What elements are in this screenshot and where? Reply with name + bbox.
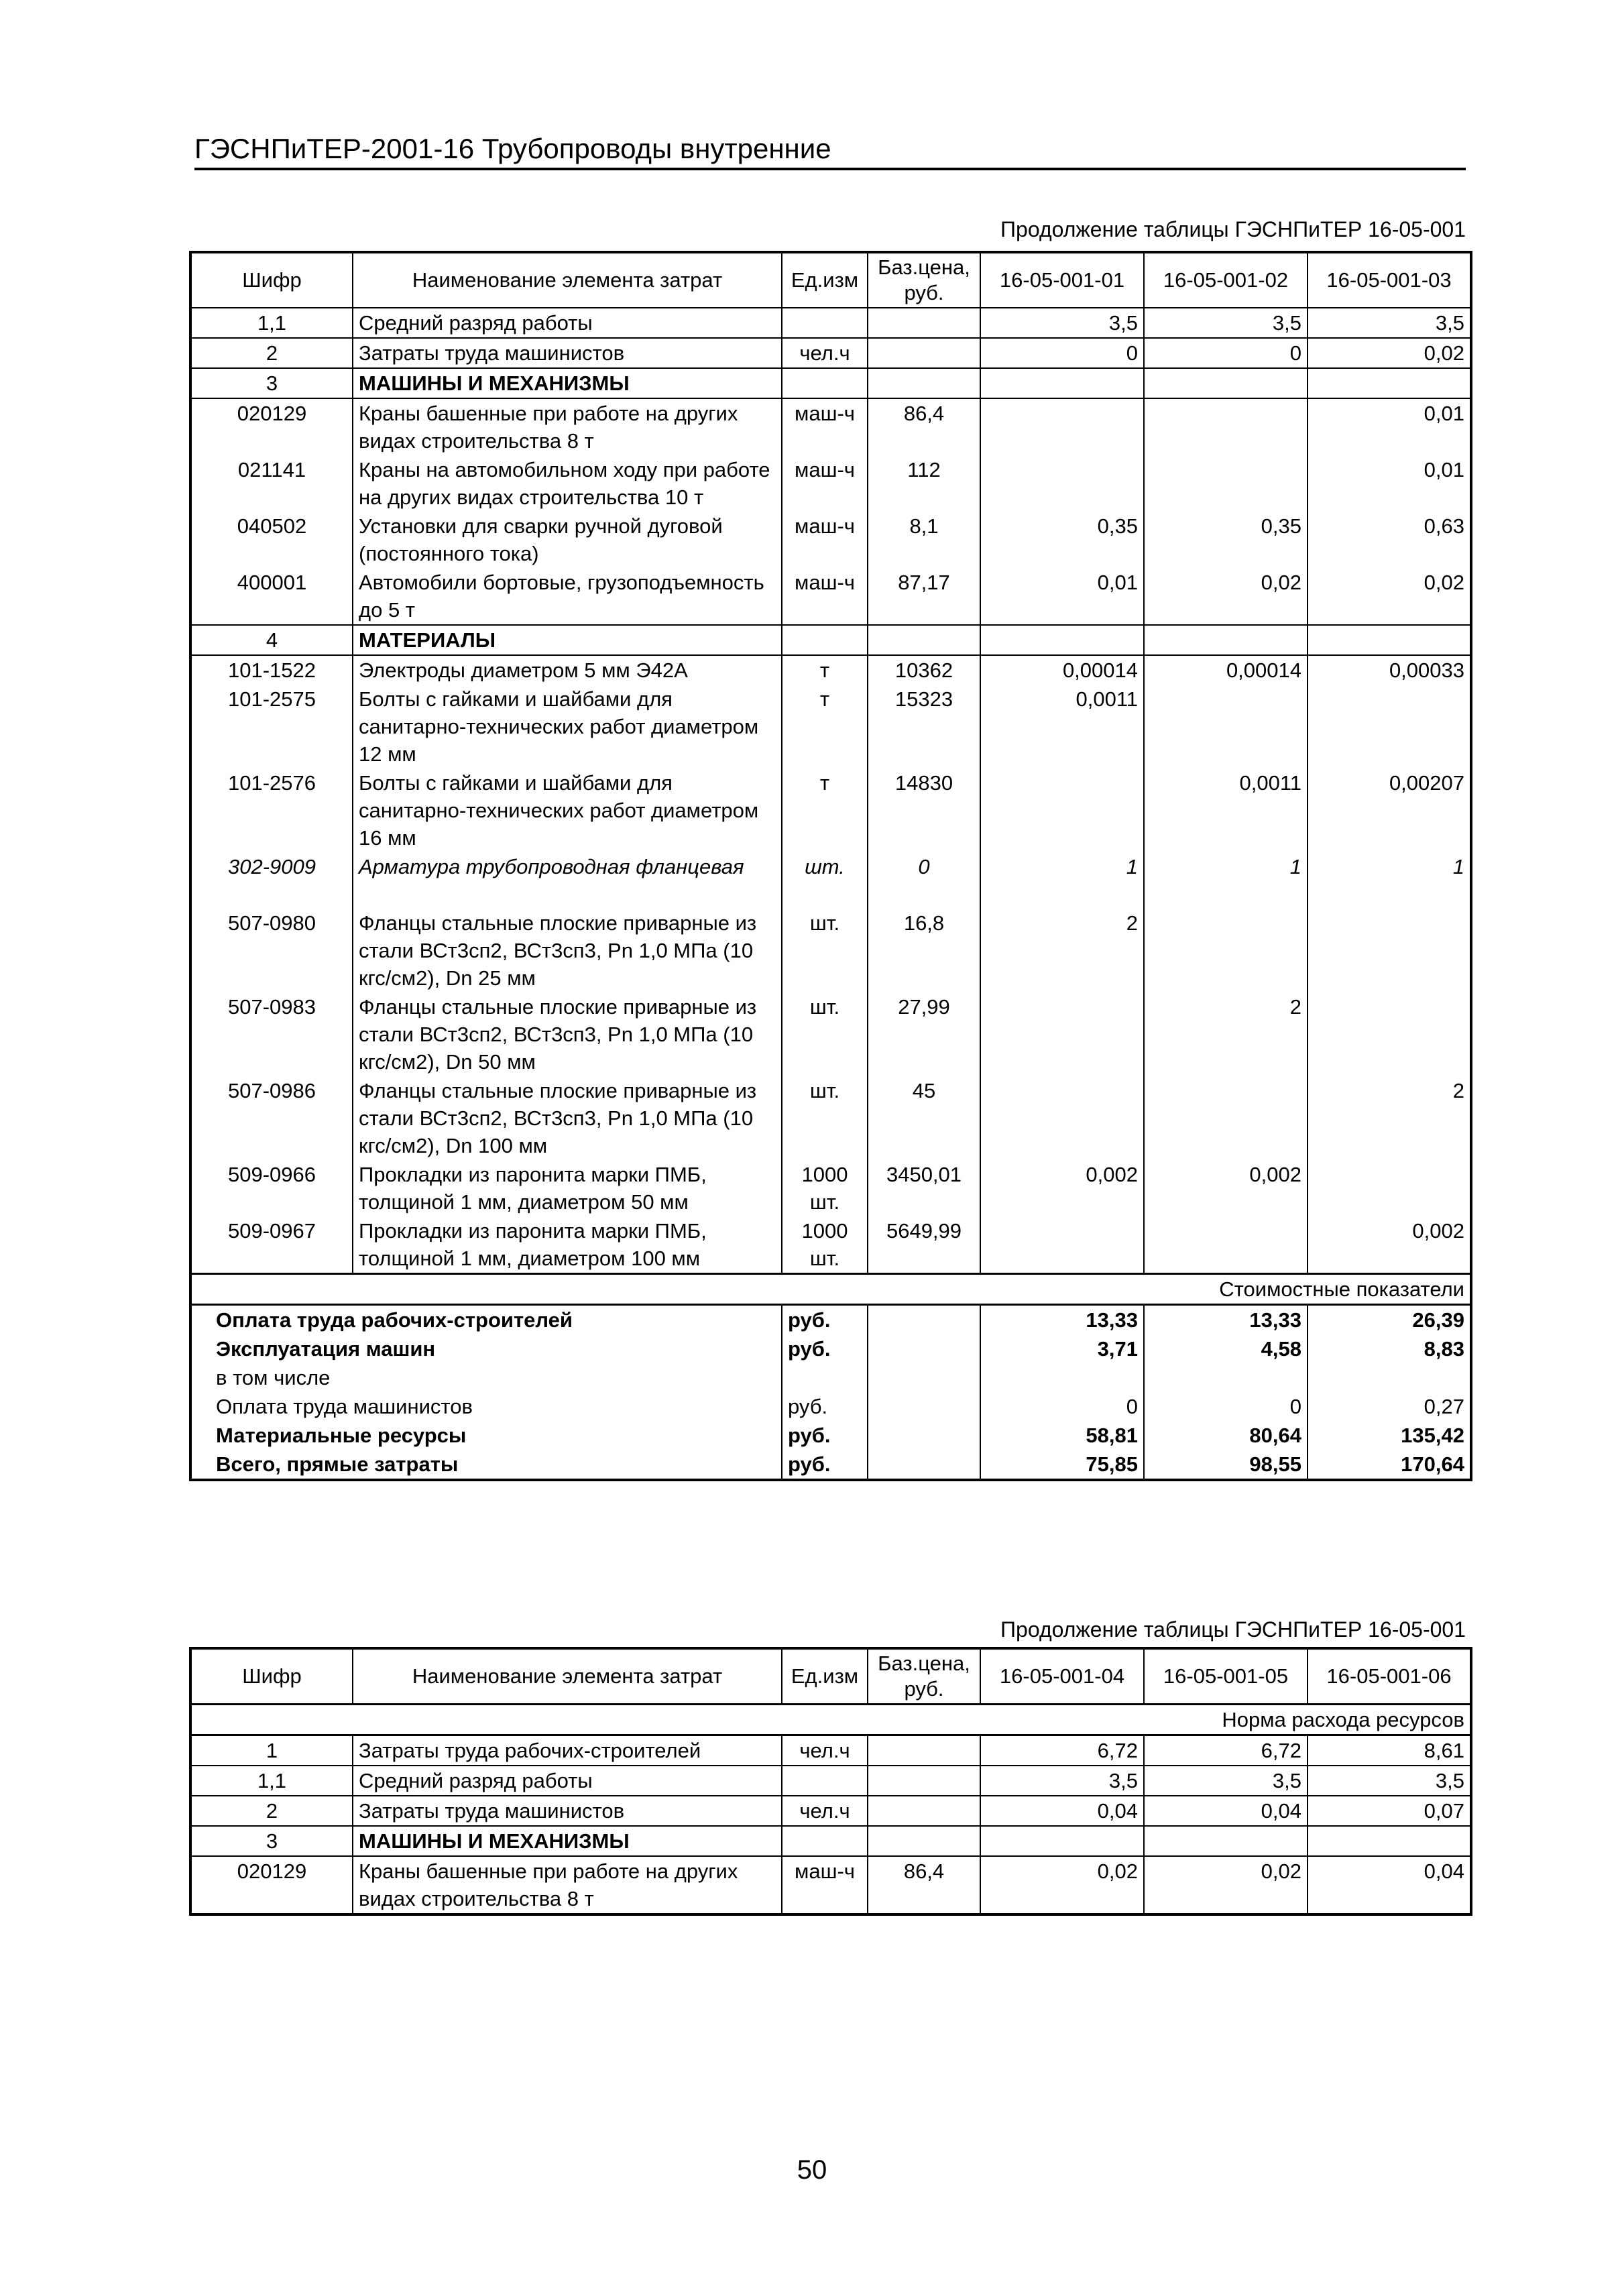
cell-value-1: 0,02 [980, 1856, 1144, 1914]
cell-unit: маш-ч [782, 398, 868, 455]
cell-value-1 [980, 768, 1144, 852]
cell-price: 86,4 [868, 1856, 980, 1914]
cell-value-3: 8,61 [1308, 1735, 1471, 1766]
cell-price: 86,4 [868, 398, 980, 455]
table-row [190, 512, 1471, 568]
cell-value-1: 0,00014 [980, 655, 1144, 685]
cell-value-2 [1144, 909, 1308, 992]
cell-name: Средний разряд работы [353, 308, 782, 338]
cell-value-1: 6,72 [980, 1735, 1144, 1766]
cell-unit: маш-ч [782, 568, 868, 625]
cell-unit: чел.ч [782, 338, 868, 368]
cell-value-2: 2 [1144, 992, 1308, 1076]
totals-unit: руб. [782, 1305, 868, 1335]
col-header-name: Наименование элемента затрат [353, 1648, 782, 1705]
cell-unit: шт. [782, 909, 868, 992]
table-row [190, 1826, 1471, 1856]
cell-value-2: 3,5 [1144, 308, 1308, 338]
cell-value-3 [1308, 625, 1471, 655]
totals-value-2: 13,33 [1144, 1305, 1308, 1335]
cell-price: 10362 [868, 655, 980, 685]
cell-value-2 [1144, 685, 1308, 768]
cell-name: Краны на автомобильном ходу при работе на других видах строительства 10 т [353, 455, 782, 512]
col-header-unit: Ед.изм [782, 1648, 868, 1705]
cell-unit: т [782, 655, 868, 685]
cell-unit: шт. [782, 1076, 868, 1160]
cell-code: 2 [190, 1796, 353, 1826]
totals-value-3: 8,83 [1308, 1334, 1471, 1363]
table2-header-row [190, 1648, 1471, 1705]
cell-name: Затраты труда машинистов [353, 338, 782, 368]
cell-code: 509-0967 [190, 1216, 353, 1274]
cell-price: 0 [868, 852, 980, 909]
cell-price: 8,1 [868, 512, 980, 568]
cell-unit [782, 625, 868, 655]
cell-value-1: 0,01 [980, 568, 1144, 625]
totals-value-1: 13,33 [980, 1305, 1144, 1335]
totals-row [190, 1305, 1471, 1335]
cell-value-3: 0,00033 [1308, 655, 1471, 685]
totals-value-3: 26,39 [1308, 1305, 1471, 1335]
totals-value-1: 75,85 [980, 1450, 1144, 1480]
cell-value-2: 0 [1144, 338, 1308, 368]
totals-price [868, 1392, 980, 1421]
totals-row [190, 1421, 1471, 1450]
cell-name: Прокладки из паронита марки ПМБ, толщиной 1 мм, диаметром 50 мм [353, 1160, 782, 1216]
cell-value-2: 0,02 [1144, 568, 1308, 625]
cell-unit: 1000 шт. [782, 1216, 868, 1274]
table-row [190, 1856, 1471, 1914]
totals-value-2 [1144, 1363, 1308, 1392]
cell-price: 3450,01 [868, 1160, 980, 1216]
col-header-name: Наименование элемента затрат [353, 252, 782, 308]
cell-value-1 [980, 1826, 1144, 1856]
cell-code: 1 [190, 1735, 353, 1766]
cell-value-1: 0,002 [980, 1160, 1144, 1216]
table1-caption: Продолжение таблицы ГЭСНПиТЕР 16-05-001 [1000, 217, 1466, 241]
totals-row [190, 1450, 1471, 1480]
cell-price: 5649,99 [868, 1216, 980, 1274]
cell-name: Фланцы стальные плоские приварные из стали ВСт3сп2, ВСт3сп3, Pn 1,0 МПа (10 кгс/см2), Dn 25 мм [353, 909, 782, 992]
cell-name: Арматура трубопроводная фланцевая [353, 852, 782, 909]
cell-value-3 [1308, 1160, 1471, 1216]
table-row [190, 655, 1471, 685]
cell-value-3: 0,00207 [1308, 768, 1471, 852]
cell-value-3: 0,002 [1308, 1216, 1471, 1274]
cell-value-3: 0,02 [1308, 338, 1471, 368]
cell-price: 87,17 [868, 568, 980, 625]
totals-label: Оплата труда рабочих-строителей [190, 1305, 782, 1335]
totals-price [868, 1363, 980, 1392]
col-header-code: Шифр [190, 252, 353, 308]
cell-code: 3 [190, 368, 353, 398]
cell-value-2 [1144, 625, 1308, 655]
cell-name: Прокладки из паронита марки ПМБ, толщиной 1 мм, диаметром 100 мм [353, 1216, 782, 1274]
cell-value-2: 6,72 [1144, 1735, 1308, 1766]
cell-value-1 [980, 992, 1144, 1076]
table2-caption: Продолжение таблицы ГЭСНПиТЕР 16-05-001 [1000, 1617, 1466, 1642]
totals-price [868, 1450, 980, 1480]
cell-value-3: 0,63 [1308, 512, 1471, 568]
cell-price [868, 625, 980, 655]
totals-value-3: 170,64 [1308, 1450, 1471, 1480]
col-header-v3: 16-05-001-03 [1308, 252, 1471, 308]
table-row [190, 1796, 1471, 1826]
cell-name: Автомобили бортовые, грузоподъемность до 5 т [353, 568, 782, 625]
cell-value-1: 2 [980, 909, 1144, 992]
cell-code: 040502 [190, 512, 353, 568]
table-row [190, 909, 1471, 992]
page-number: 50 [797, 2155, 827, 2185]
totals-value-2: 0 [1144, 1392, 1308, 1421]
cell-name: МАШИНЫ И МЕХАНИЗМЫ [353, 1826, 782, 1856]
cell-unit [782, 1826, 868, 1856]
totals-value-1: 3,71 [980, 1334, 1144, 1363]
cell-code: 020129 [190, 1856, 353, 1914]
cell-value-2: 0,04 [1144, 1796, 1308, 1826]
cell-price [868, 368, 980, 398]
col-header-v3: 16-05-001-06 [1308, 1648, 1471, 1705]
cell-unit: чел.ч [782, 1735, 868, 1766]
cell-value-3: 0,04 [1308, 1856, 1471, 1914]
totals-value-3: 135,42 [1308, 1421, 1471, 1450]
table-row [190, 1076, 1471, 1160]
cell-unit: маш-ч [782, 455, 868, 512]
cell-code: 101-2575 [190, 685, 353, 768]
totals-price [868, 1421, 980, 1450]
cell-unit: шт. [782, 992, 868, 1076]
totals-price [868, 1305, 980, 1335]
cell-price [868, 1766, 980, 1796]
section-band-row [190, 1705, 1471, 1735]
cell-value-2 [1144, 1076, 1308, 1160]
cell-code: 507-0983 [190, 992, 353, 1076]
table-row [190, 568, 1471, 625]
cell-name: Затраты труда машинистов [353, 1796, 782, 1826]
totals-label: Всего, прямые затраты [190, 1450, 782, 1480]
col-header-price: Баз.цена, руб. [868, 1648, 980, 1705]
cell-code: 507-0980 [190, 909, 353, 992]
cell-value-1: 0,0011 [980, 685, 1144, 768]
totals-unit: руб. [782, 1392, 868, 1421]
totals-value-2: 4,58 [1144, 1334, 1308, 1363]
cell-name: Болты с гайками и шайбами для санитарно-технических работ диаметром 16 мм [353, 768, 782, 852]
cell-value-2: 0,02 [1144, 1856, 1308, 1914]
cell-value-1 [980, 368, 1144, 398]
cell-value-3: 2 [1308, 1076, 1471, 1160]
table-row [190, 625, 1471, 655]
cell-value-3: 0,07 [1308, 1796, 1471, 1826]
cell-price: 45 [868, 1076, 980, 1160]
totals-row [190, 1363, 1471, 1392]
cell-unit: маш-ч [782, 512, 868, 568]
cell-value-3 [1308, 1826, 1471, 1856]
cell-code: 509-0966 [190, 1160, 353, 1216]
cell-price: 15323 [868, 685, 980, 768]
cell-unit: шт. [782, 852, 868, 909]
cell-value-1 [980, 1076, 1144, 1160]
totals-label: Оплата труда машинистов [190, 1392, 782, 1421]
col-header-v1: 16-05-001-04 [980, 1648, 1144, 1705]
cell-unit: чел.ч [782, 1796, 868, 1826]
cell-unit: т [782, 768, 868, 852]
cell-unit [782, 1766, 868, 1796]
document-header: ГЭСНПиТЕР-2001-16 Трубопроводы внутренние [194, 131, 1466, 170]
cell-price: 112 [868, 455, 980, 512]
cell-unit: маш-ч [782, 1856, 868, 1914]
resource-table-1 [189, 251, 1472, 1481]
cell-price: 27,99 [868, 992, 980, 1076]
cell-code: 507-0986 [190, 1076, 353, 1160]
cell-value-2 [1144, 1216, 1308, 1274]
cell-code: 2 [190, 338, 353, 368]
cell-value-1: 3,5 [980, 1766, 1144, 1796]
cell-value-2: 0,35 [1144, 512, 1308, 568]
cell-value-2 [1144, 1826, 1308, 1856]
cell-price: 14830 [868, 768, 980, 852]
cell-unit: 1000 шт. [782, 1160, 868, 1216]
cell-value-3: 0,01 [1308, 398, 1471, 455]
col-header-code: Шифр [190, 1648, 353, 1705]
cell-name: Установки для сварки ручной дуговой (постоянного тока) [353, 512, 782, 568]
cell-name: Электроды диаметром 5 мм Э42А [353, 655, 782, 685]
cell-value-3: 0,01 [1308, 455, 1471, 512]
col-header-v2: 16-05-001-02 [1144, 252, 1308, 308]
totals-value-3: 0,27 [1308, 1392, 1471, 1421]
cell-value-3: 3,5 [1308, 1766, 1471, 1796]
cell-unit [782, 368, 868, 398]
table-row [190, 1735, 1471, 1766]
cell-code: 3 [190, 1826, 353, 1856]
cell-value-1: 0 [980, 338, 1144, 368]
cell-value-1 [980, 398, 1144, 455]
cell-value-3: 0,02 [1308, 568, 1471, 625]
cell-value-3 [1308, 685, 1471, 768]
cell-name: Фланцы стальные плоские приварные из стали ВСт3сп2, ВСт3сп3, Pn 1,0 МПа (10 кгс/см2), Dn 100 мм [353, 1076, 782, 1160]
table-row [190, 455, 1471, 512]
totals-unit: руб. [782, 1334, 868, 1363]
cell-name: Затраты труда рабочих-строителей [353, 1735, 782, 1766]
totals-label: Материальные ресурсы [190, 1421, 782, 1450]
cell-value-3: 3,5 [1308, 308, 1471, 338]
resource-table-2 [189, 1647, 1472, 1916]
totals-label: Эксплуатация машин [190, 1334, 782, 1363]
cell-code: 302-9009 [190, 852, 353, 909]
cell-value-3 [1308, 992, 1471, 1076]
cell-value-1: 0,04 [980, 1796, 1144, 1826]
cell-unit [782, 308, 868, 338]
totals-unit [782, 1363, 868, 1392]
table-row [190, 852, 1471, 909]
cell-value-2: 1 [1144, 852, 1308, 909]
cell-value-3 [1308, 368, 1471, 398]
cell-code: 101-2576 [190, 768, 353, 852]
totals-row [190, 1392, 1471, 1421]
cell-name: Средний разряд работы [353, 1766, 782, 1796]
cell-code: 4 [190, 625, 353, 655]
table-row [190, 1160, 1471, 1216]
table-row [190, 1766, 1471, 1796]
totals-unit: руб. [782, 1450, 868, 1480]
table-row [190, 338, 1471, 368]
table-row [190, 368, 1471, 398]
cell-price [868, 308, 980, 338]
cell-unit: т [782, 685, 868, 768]
table-row [190, 685, 1471, 768]
cell-name: МАШИНЫ И МЕХАНИЗМЫ [353, 368, 782, 398]
cell-code: 020129 [190, 398, 353, 455]
cell-value-2: 0,00014 [1144, 655, 1308, 685]
table-row [190, 992, 1471, 1076]
cell-value-1: 1 [980, 852, 1144, 909]
totals-value-1 [980, 1363, 1144, 1392]
totals-unit: руб. [782, 1421, 868, 1450]
cell-code: 021141 [190, 455, 353, 512]
totals-value-2: 80,64 [1144, 1421, 1308, 1450]
cell-price [868, 1735, 980, 1766]
col-header-v2: 16-05-001-05 [1144, 1648, 1308, 1705]
cell-value-2: 3,5 [1144, 1766, 1308, 1796]
cell-value-2 [1144, 455, 1308, 512]
cell-value-1 [980, 455, 1144, 512]
cell-value-2 [1144, 368, 1308, 398]
cell-value-3 [1308, 909, 1471, 992]
totals-value-2: 98,55 [1144, 1450, 1308, 1480]
totals-value-3 [1308, 1363, 1471, 1392]
cell-value-1 [980, 1216, 1144, 1274]
cell-code: 101-1522 [190, 655, 353, 685]
totals-price [868, 1334, 980, 1363]
cell-name: Краны башенные при работе на других видах строительства 8 т [353, 1856, 782, 1914]
cell-value-1 [980, 625, 1144, 655]
cell-value-1: 3,5 [980, 308, 1144, 338]
cell-code: 1,1 [190, 308, 353, 338]
cell-value-1: 0,35 [980, 512, 1144, 568]
table-row [190, 768, 1471, 852]
cell-name: МАТЕРИАЛЫ [353, 625, 782, 655]
col-header-price: Баз.цена, руб. [868, 252, 980, 308]
table-row [190, 308, 1471, 338]
table-row [190, 398, 1471, 455]
totals-row [190, 1334, 1471, 1363]
cell-price: 16,8 [868, 909, 980, 992]
cell-code: 400001 [190, 568, 353, 625]
cell-name: Фланцы стальные плоские приварные из стали ВСт3сп2, ВСт3сп3, Pn 1,0 МПа (10 кгс/см2), Dn 50 мм [353, 992, 782, 1076]
cell-value-2: 0,0011 [1144, 768, 1308, 852]
cell-price [868, 1826, 980, 1856]
cell-name: Краны башенные при работе на других видах строительства 8 т [353, 398, 782, 455]
cell-name: Болты с гайками и шайбами для санитарно-технических работ диаметром 12 мм [353, 685, 782, 768]
cell-value-2 [1144, 398, 1308, 455]
totals-value-1: 58,81 [980, 1421, 1144, 1450]
cell-value-3: 1 [1308, 852, 1471, 909]
table1-header-row [190, 252, 1471, 308]
col-header-unit: Ед.изм [782, 252, 868, 308]
totals-value-1: 0 [980, 1392, 1144, 1421]
table-row [190, 1216, 1471, 1274]
section-band: Норма расхода ресурсов [190, 1705, 1471, 1735]
section-band-row [190, 1274, 1471, 1305]
cell-value-2: 0,002 [1144, 1160, 1308, 1216]
totals-label: в том числе [190, 1363, 782, 1392]
cell-price [868, 1796, 980, 1826]
cell-code: 1,1 [190, 1766, 353, 1796]
section-band: Стоимостные показатели [190, 1274, 1471, 1305]
cell-price [868, 338, 980, 368]
col-header-v1: 16-05-001-01 [980, 252, 1144, 308]
